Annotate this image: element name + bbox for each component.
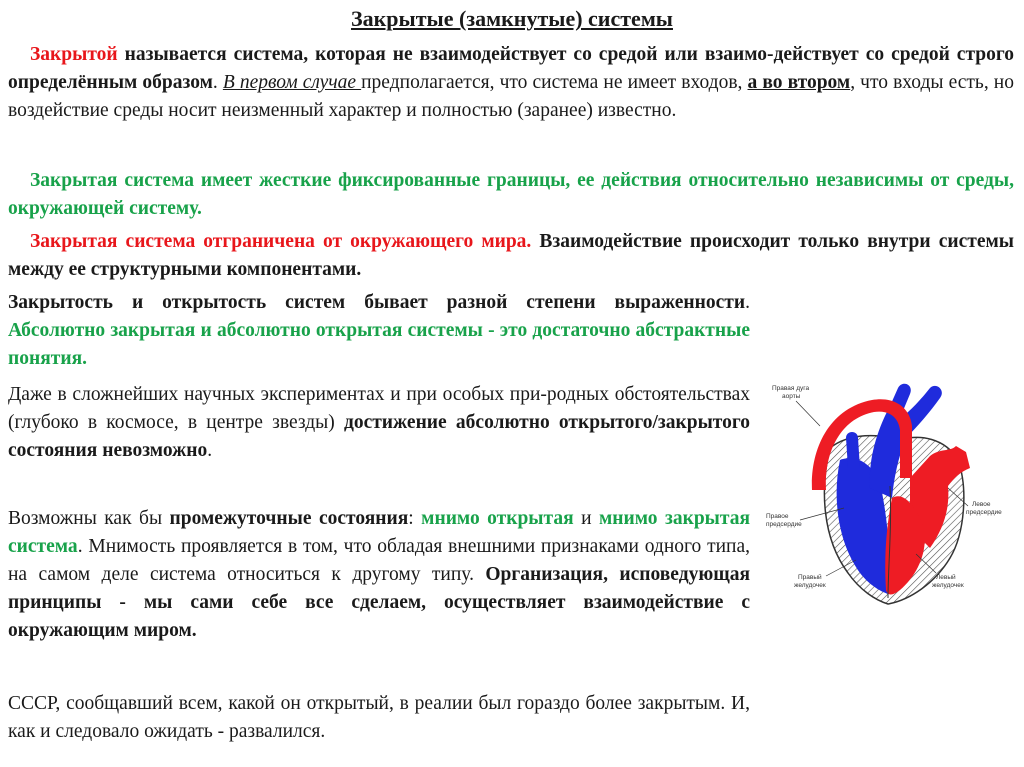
first-case-text: В первом случае — [222, 72, 362, 93]
text-fragment: Закрытость и открытость систем бывает разной степени выраженности — [8, 292, 746, 313]
abstract-highlight: Абсолютно закрытая и абсолютно открытая системы - это достаточно абстрактные понятия. — [8, 320, 750, 369]
pseudo-closed-highlight: мнимо закрытая система — [8, 508, 751, 557]
superior-vena-cava-shape — [846, 432, 860, 468]
paragraph-boundaries: Закрытая система имеет жесткие фиксированные границы, ее действия относительно независимы от среды, окружающей систему. — [8, 170, 1014, 219]
label-right-ventricle-2: желудочек — [794, 582, 826, 589]
paragraph-ussr: СССР, сообщавший всем, какой он открытый, в реалии был гораздо более закрытым. И, как и следовало ожидать - развалился. — [8, 693, 750, 742]
intermediate-highlight: промежуточные состояния — [169, 508, 409, 529]
label-left-atrium-2: предсердие — [966, 509, 1002, 516]
label-right-atrium-1: Правое — [766, 513, 789, 520]
paragraph-intermediate — [8, 505, 750, 645]
paragraph-degree — [8, 289, 750, 373]
text-fragment: . Мнимость проявляется в том, что обладая внешними признаками одного типа, на самом деле система относиться к другому типу. — [8, 536, 750, 585]
text-fragment: , что входы есть, но воздействие среды носит неизменный характер и полностью (заранее) известно. — [8, 72, 1014, 121]
term-closed: Закрытой — [30, 44, 118, 65]
pseudo-open-highlight: мнимо открытая — [421, 508, 574, 529]
definition-text: называется система, которая не взаимодействует со средой или взаимо-действует со средой строго определённым образом — [8, 44, 1014, 93]
organization-highlight: Организация, исповедующая принципы - мы сами себе все сделаем, осуществляет взаимодействие с окружающим миром. — [8, 564, 750, 641]
label-aorta-2: аорты — [782, 393, 801, 400]
text-fragment: : — [408, 508, 422, 529]
heart-diagram — [760, 368, 1022, 616]
text-fragment: и — [573, 508, 600, 529]
paragraph-definition — [8, 41, 1014, 125]
slide-title: Закрытые (замкнутые) системы — [351, 6, 673, 31]
text-fragment: Взаимодействие происходит только внутри системы между ее структурными компонентами. — [8, 231, 1014, 280]
impossible-highlight: достижение абсолютно открытого/закрытого состояния невозможно — [8, 412, 750, 461]
text-fragment: предполагается, что система не имеет входов, — [361, 72, 748, 93]
text-fragment: . — [745, 292, 750, 313]
label-aorta-1: Правая дуга — [772, 385, 810, 392]
paragraph-experiments — [8, 381, 750, 465]
second-case-text: а во втором — [747, 72, 851, 93]
text-fragment: Даже в сложнейших научных экспериментах и при особых при-родных обстоятельствах (глубоко в космосе, в центре звезды) — [8, 384, 750, 433]
text-fragment: . — [212, 72, 223, 93]
paragraph-isolation — [8, 228, 1014, 284]
text-fragment: Возможны как бы — [8, 508, 170, 529]
label-left-ventricle-2: желудочек — [932, 582, 964, 589]
isolation-highlight: Закрытая система отграничена от окружающего мира. — [30, 231, 532, 252]
text-fragment: . — [207, 440, 213, 461]
label-left-ventricle-1: Левый — [936, 574, 956, 581]
label-right-atrium-2: предсердие — [766, 521, 802, 528]
label-left-atrium-1: Левое — [972, 501, 991, 508]
label-right-ventricle-1: Правый — [798, 574, 822, 581]
